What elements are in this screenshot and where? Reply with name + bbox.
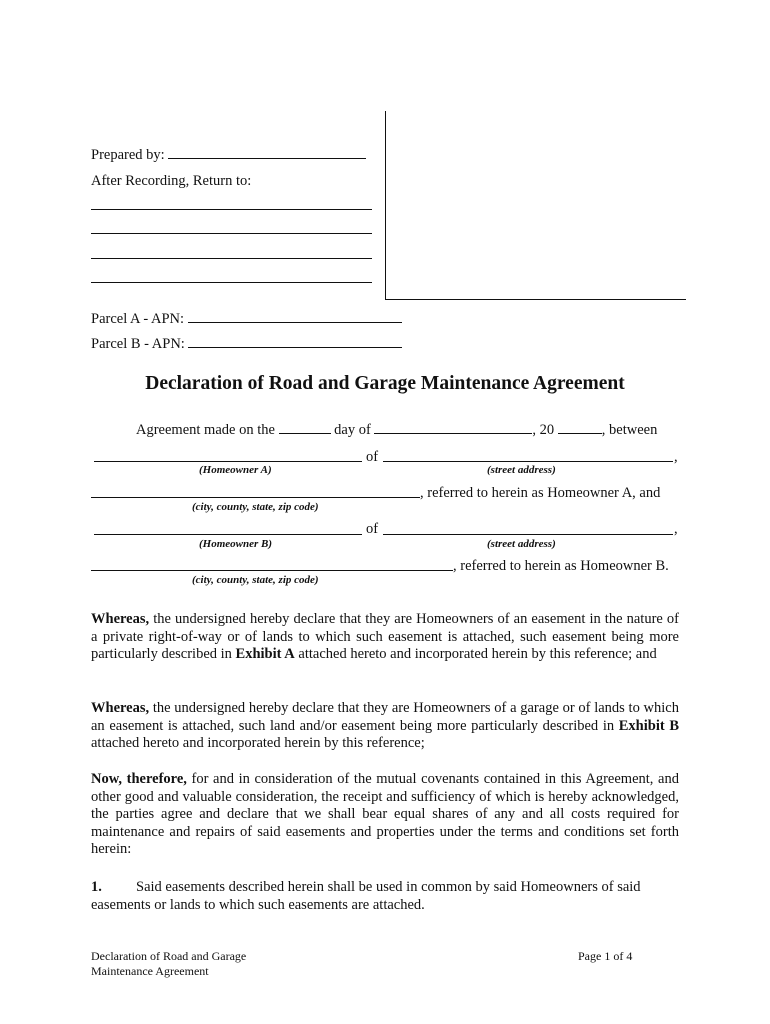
homeowner-a-reference: , referred to herein as Homeowner A, and xyxy=(420,485,661,501)
whereas-2-text-b: attached hereto and incorporated herein by this reference; xyxy=(91,735,425,751)
homeowner-b-street-caption: (street address) xyxy=(487,538,556,550)
homeowner-a-comma: , xyxy=(674,449,678,465)
agreement-month-field[interactable] xyxy=(374,421,532,434)
parcel-b-field[interactable] xyxy=(188,335,402,348)
homeowner-b-caption: (Homeowner B) xyxy=(199,538,273,550)
return-to-label: After Recording, Return to: xyxy=(91,173,252,189)
parcel-a-row xyxy=(91,310,402,328)
homeowner-a-city-caption: (city, county, state, zip code) xyxy=(192,501,319,513)
whereas-2-text-a: the undersigned hereby declare that they are Homeowners of a garage or of lands to which an easement is attached, such land and/or easement being more particularly described in xyxy=(91,700,679,734)
footer-doc-line-2: Maintenance Agreement xyxy=(91,964,209,978)
homeowner-b-of-label: of xyxy=(366,521,379,537)
clause-1-text-line-2: easements or lands to which such easements are attached. xyxy=(91,897,425,913)
agreement-day-of-label: day of xyxy=(334,422,371,438)
whereas-2-lead: Whereas, xyxy=(91,700,150,716)
clause-1-text-line-1: Said easements described herein shall be used in common by said Homeowners of said xyxy=(136,879,641,895)
now-therefore-paragraph xyxy=(91,771,679,859)
agreement-year-field[interactable] xyxy=(558,421,602,434)
parcel-b-label: Parcel B - APN: xyxy=(91,336,185,352)
parcel-b-row xyxy=(91,335,402,353)
document-title: Declaration of Road and Garage Maintenance Agreement xyxy=(145,373,625,394)
agreement-year-prefix: , 20 xyxy=(532,422,555,438)
whereas-1-text-b: attached hereto and incorporated herein by this reference; and xyxy=(294,646,657,662)
homeowner-a-caption: (Homeowner A) xyxy=(199,464,272,476)
homeowner-a-city-field[interactable] xyxy=(91,497,420,498)
clause-1-number: 1. xyxy=(91,879,102,895)
homeowner-b-comma: , xyxy=(674,521,678,537)
prepared-by-row xyxy=(91,146,366,164)
agreement-made-on-label: Agreement made on the xyxy=(136,422,275,438)
exhibit-b-ref: Exhibit B xyxy=(618,717,679,734)
parcel-a-label: Parcel A - APN: xyxy=(91,311,185,327)
return-address-line-4[interactable] xyxy=(91,282,372,283)
return-address-line-2[interactable] xyxy=(91,233,372,234)
agreement-day-field[interactable] xyxy=(279,421,331,434)
homeowner-b-city-field[interactable] xyxy=(91,570,453,571)
exhibit-a-ref: Exhibit A xyxy=(235,646,295,662)
footer-page-number: Page 1 of 4 xyxy=(578,949,633,963)
return-address-line-3[interactable] xyxy=(91,258,372,259)
whereas-paragraph-2 xyxy=(91,700,679,753)
prepared-by-field[interactable] xyxy=(168,146,366,159)
homeowner-a-street-field[interactable] xyxy=(383,461,673,462)
homeowner-b-name-field[interactable] xyxy=(94,534,362,535)
whereas-paragraph-1 xyxy=(91,611,679,664)
footer-document-name xyxy=(91,949,246,979)
homeowner-b-city-caption: (city, county, state, zip code) xyxy=(192,574,319,586)
whereas-1-text-a: the undersigned hereby declare that they are Homeowners of an easement in the nature of a private right-of-way or of lands to which such easement is attached, such easement being more particularly described in xyxy=(91,611,679,662)
homeowner-a-name-field[interactable] xyxy=(94,461,362,462)
footer-doc-line-1: Declaration of Road and Garage xyxy=(91,949,247,963)
return-address-line-1[interactable] xyxy=(91,209,372,210)
prepared-by-label: Prepared by: xyxy=(91,147,165,163)
homeowner-b-street-field[interactable] xyxy=(383,534,673,535)
whereas-1-lead: Whereas, xyxy=(91,611,150,627)
recording-box-vertical-line xyxy=(385,111,386,299)
parcel-a-field[interactable] xyxy=(188,310,402,323)
homeowner-b-reference: , referred to herein as Homeowner B. xyxy=(453,558,669,574)
now-therefore-lead: Now, therefore, xyxy=(91,771,187,787)
now-therefore-text: for and in consideration of the mutual covenants contained in this Agreement, and other good and valuable consideration, the receipt and sufficiency of which is hereby acknowledged, the parties agree and declare that we shall bear equal shares of any and all costs required for maintenance and repairs of said easements and properties under the terms and conditions set forth herein: xyxy=(91,771,679,857)
homeowner-a-of-label: of xyxy=(366,449,379,465)
recording-box-bottom-line xyxy=(385,299,686,300)
agreement-date-row xyxy=(136,421,657,439)
clause-1-line-1 xyxy=(91,878,102,896)
agreement-between-label: , between xyxy=(601,422,658,438)
homeowner-a-street-caption: (street address) xyxy=(487,464,556,476)
